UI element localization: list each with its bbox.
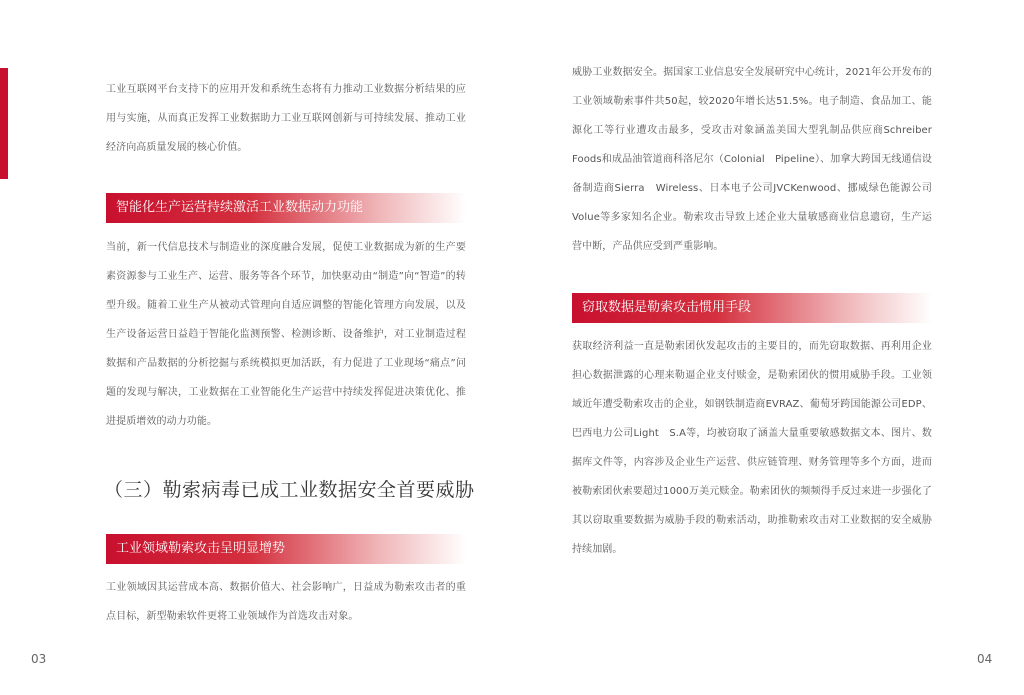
right-paragraph-2: 获取经济利益一直是勒索团伙发起攻击的主要目的，而先窃取数据、再利用企业担心数据泄露的心理来勒逼企业支付赎金，是勒索团伙的惯用威胁手段。工业领域近年遭受勒索攻击的企业，如钢铁制造商EVRAZ、葡萄牙跨国能源公司EDP、巴西电力公司Light S.A等，均被窃取了涵盖大量重要敏感数据文本、图片、数据库文件等，内容涉及企业生产运营、供应链管理、财务管理等多个方面，进而被勒索团伙索要超过1000万美元赎金。勒索团伙的频频得手反过来进一步强化了其以窃取重要数据为威胁手段的勒索活动，助推勒索攻击对工业数据的安全威胁持续加剧。 bbox=[572, 341, 932, 555]
section-banner: 窃取数据是勒索攻击惯用手段 bbox=[572, 293, 932, 323]
page-number-right: 04 bbox=[977, 652, 993, 666]
section-title: （三）勒索病毒已成工业数据安全首要威胁 bbox=[104, 479, 475, 501]
right-body-2 bbox=[572, 332, 932, 564]
left-column bbox=[106, 75, 466, 162]
left-banner-2 bbox=[106, 534, 466, 564]
page-number-left: 03 bbox=[31, 652, 47, 666]
left-paragraph-2: 工业领域因其运营成本高、数据价值大、社会影响广，日益成为勒索攻击者的重点目标，新型勒索软件更将工业领域作为首选攻击对象。 bbox=[106, 582, 466, 622]
section-banner: 工业领域勒索攻击呈明显增势 bbox=[106, 534, 466, 564]
right-body-1 bbox=[572, 58, 932, 261]
section-banner: 智能化生产运营持续激活工业数据动力功能 bbox=[106, 193, 466, 223]
section-heading bbox=[104, 475, 484, 502]
left-body-2 bbox=[106, 573, 466, 631]
accent-edge-bar bbox=[0, 68, 8, 179]
left-banner-1 bbox=[106, 193, 466, 223]
right-paragraph-1: 威胁工业数据安全。据国家工业信息安全发展研究中心统计，2021年公开发布的工业领域勒索事件共50起，较2020年增长达51.5%。电子制造、食品加工、能源化工等行业遭攻击最多，受攻击对象涵盖美国大型乳制品供应商Schreiber Foods和成品油管道商科洛尼尔（Colonial Pipeline）、加拿大跨国无线通信设备制造商Sierra Wireless、日本电子公司JVCKenwood、挪威绿色能源公司Volue等多家知名企业。勒索攻击导致上述企业大量敏感商业信息遗窃，生产运营中断，产品供应受到严重影响。 bbox=[572, 67, 932, 252]
left-body-1 bbox=[106, 233, 466, 436]
left-intro-paragraph: 工业互联网平台支持下的应用开发和系统生态将有力推动工业数据分析结果的应用与实施，从而真正发挥工业数据助力工业互联网创新与可持续发展、推动工业经济向高质量发展的核心价值。 bbox=[106, 84, 466, 153]
right-banner bbox=[572, 293, 932, 323]
left-paragraph-1: 当前，新一代信息技术与制造业的深度融合发展，促使工业数据成为新的生产要素资源参与工业生产、运营、服务等各个环节，加快驱动由“制造”向“智造”的转型升级。随着工业生产从被动式管理向自适应调整的智能化管理方向发展，以及生产设备运营日益趋于智能化监测预警、检测诊断、设备维护，对工业制造过程数据和产品数据的分析挖掘与系统模拟更加活跃，有力促进了工业现场“痛点”问题的发现与解决，工业数据在工业智能化生产运营中持续发挥促进决策优化、推进提质增效的动力功能。 bbox=[106, 242, 466, 427]
